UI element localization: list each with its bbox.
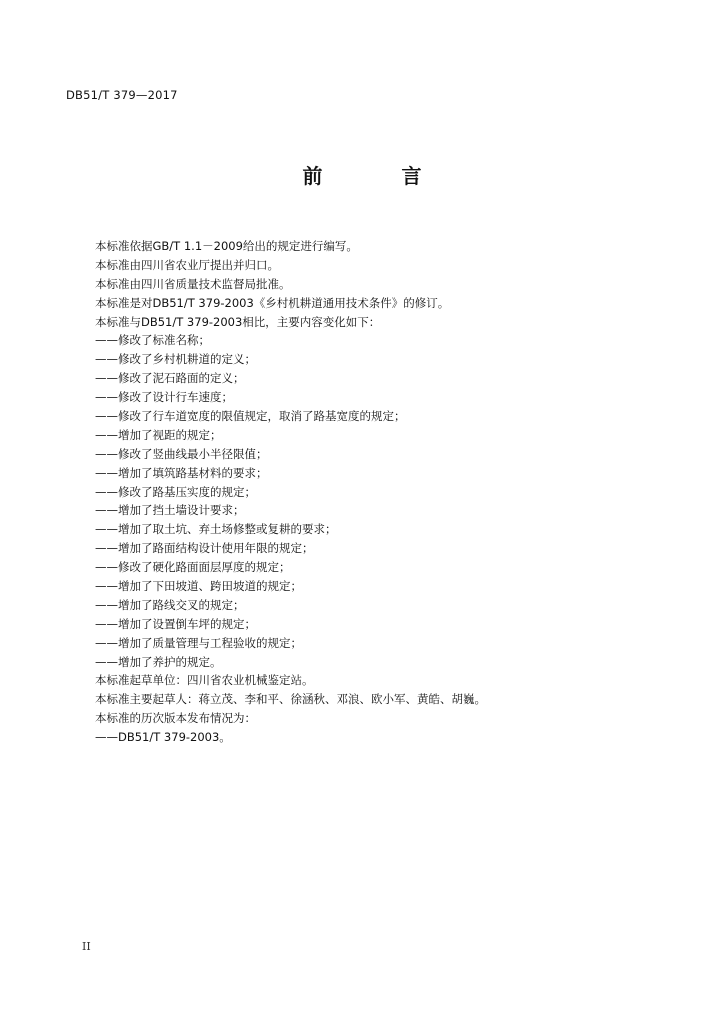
- list-item: ——修改了标准名称；: [95, 333, 210, 348]
- list-item: ——增加了填筑路基材料的要求；: [95, 465, 268, 480]
- list-item: ——修改了乡村机耕道的定义；: [95, 352, 256, 367]
- list-item: ——增加了路面结构设计使用年限的规定；: [95, 541, 314, 556]
- paragraph: 本标准的历次版本发布情况为：: [95, 711, 256, 726]
- list-item: ——增加了取土坑、弃土场修整或复耕的要求；: [95, 522, 337, 537]
- list-item: ——增加了质量管理与工程验收的规定；: [95, 635, 302, 650]
- paragraph: 本标准由四川省质量技术监督局批准。: [95, 276, 291, 291]
- list-item: ——修改了竖曲线最小半径限值；: [95, 446, 268, 461]
- paragraph: 本标准由四川省农业厅提出并归口。: [95, 257, 279, 272]
- list-item: ——增加了路线交叉的规定；: [95, 597, 245, 612]
- paragraph: 本标准主要起草人：蒋立茂、李和平、徐涵秋、邓浪、欧小军、黄皓、胡巍。: [95, 692, 486, 707]
- list-item: ——修改了设计行车速度；: [95, 390, 233, 405]
- list-item: ——修改了硬化路面面层厚度的规定；: [95, 560, 291, 575]
- paragraph: 本标准起草单位：四川省农业机械鉴定站。: [95, 673, 314, 688]
- paragraph: 本标准与DB51/T 379-2003相比，主要内容变化如下：: [95, 314, 381, 329]
- list-item: ——修改了泥石路面的定义；: [95, 371, 245, 386]
- section-title: 前 言: [302, 164, 458, 188]
- list-item: ——增加了下田坡道、跨田坡道的规定；: [95, 579, 302, 594]
- page-number: II: [82, 940, 91, 953]
- list-item: ——修改了路基压实度的规定；: [95, 484, 256, 499]
- list-item: ——增加了养护的规定。: [95, 654, 222, 669]
- standard-code: DB51/T 379—2017: [66, 88, 178, 102]
- list-item: ——增加了设置倒车坪的规定；: [95, 616, 256, 631]
- list-item: ——修改了行车道宽度的限值规定，取消了路基宽度的规定；: [95, 409, 406, 424]
- paragraph: 本标准是对DB51/T 379-2003《乡村机耕道通用技术条件》的修订。: [95, 295, 450, 310]
- list-item: ——增加了挡土墙设计要求；: [95, 503, 245, 518]
- list-item: ——DB51/T 379-2003。: [95, 730, 231, 745]
- list-item: ——增加了视距的规定；: [95, 427, 222, 442]
- preface-body: [95, 237, 655, 747]
- paragraph: 本标准依据GB/T 1.1－2009给出的规定进行编写。: [95, 239, 358, 253]
